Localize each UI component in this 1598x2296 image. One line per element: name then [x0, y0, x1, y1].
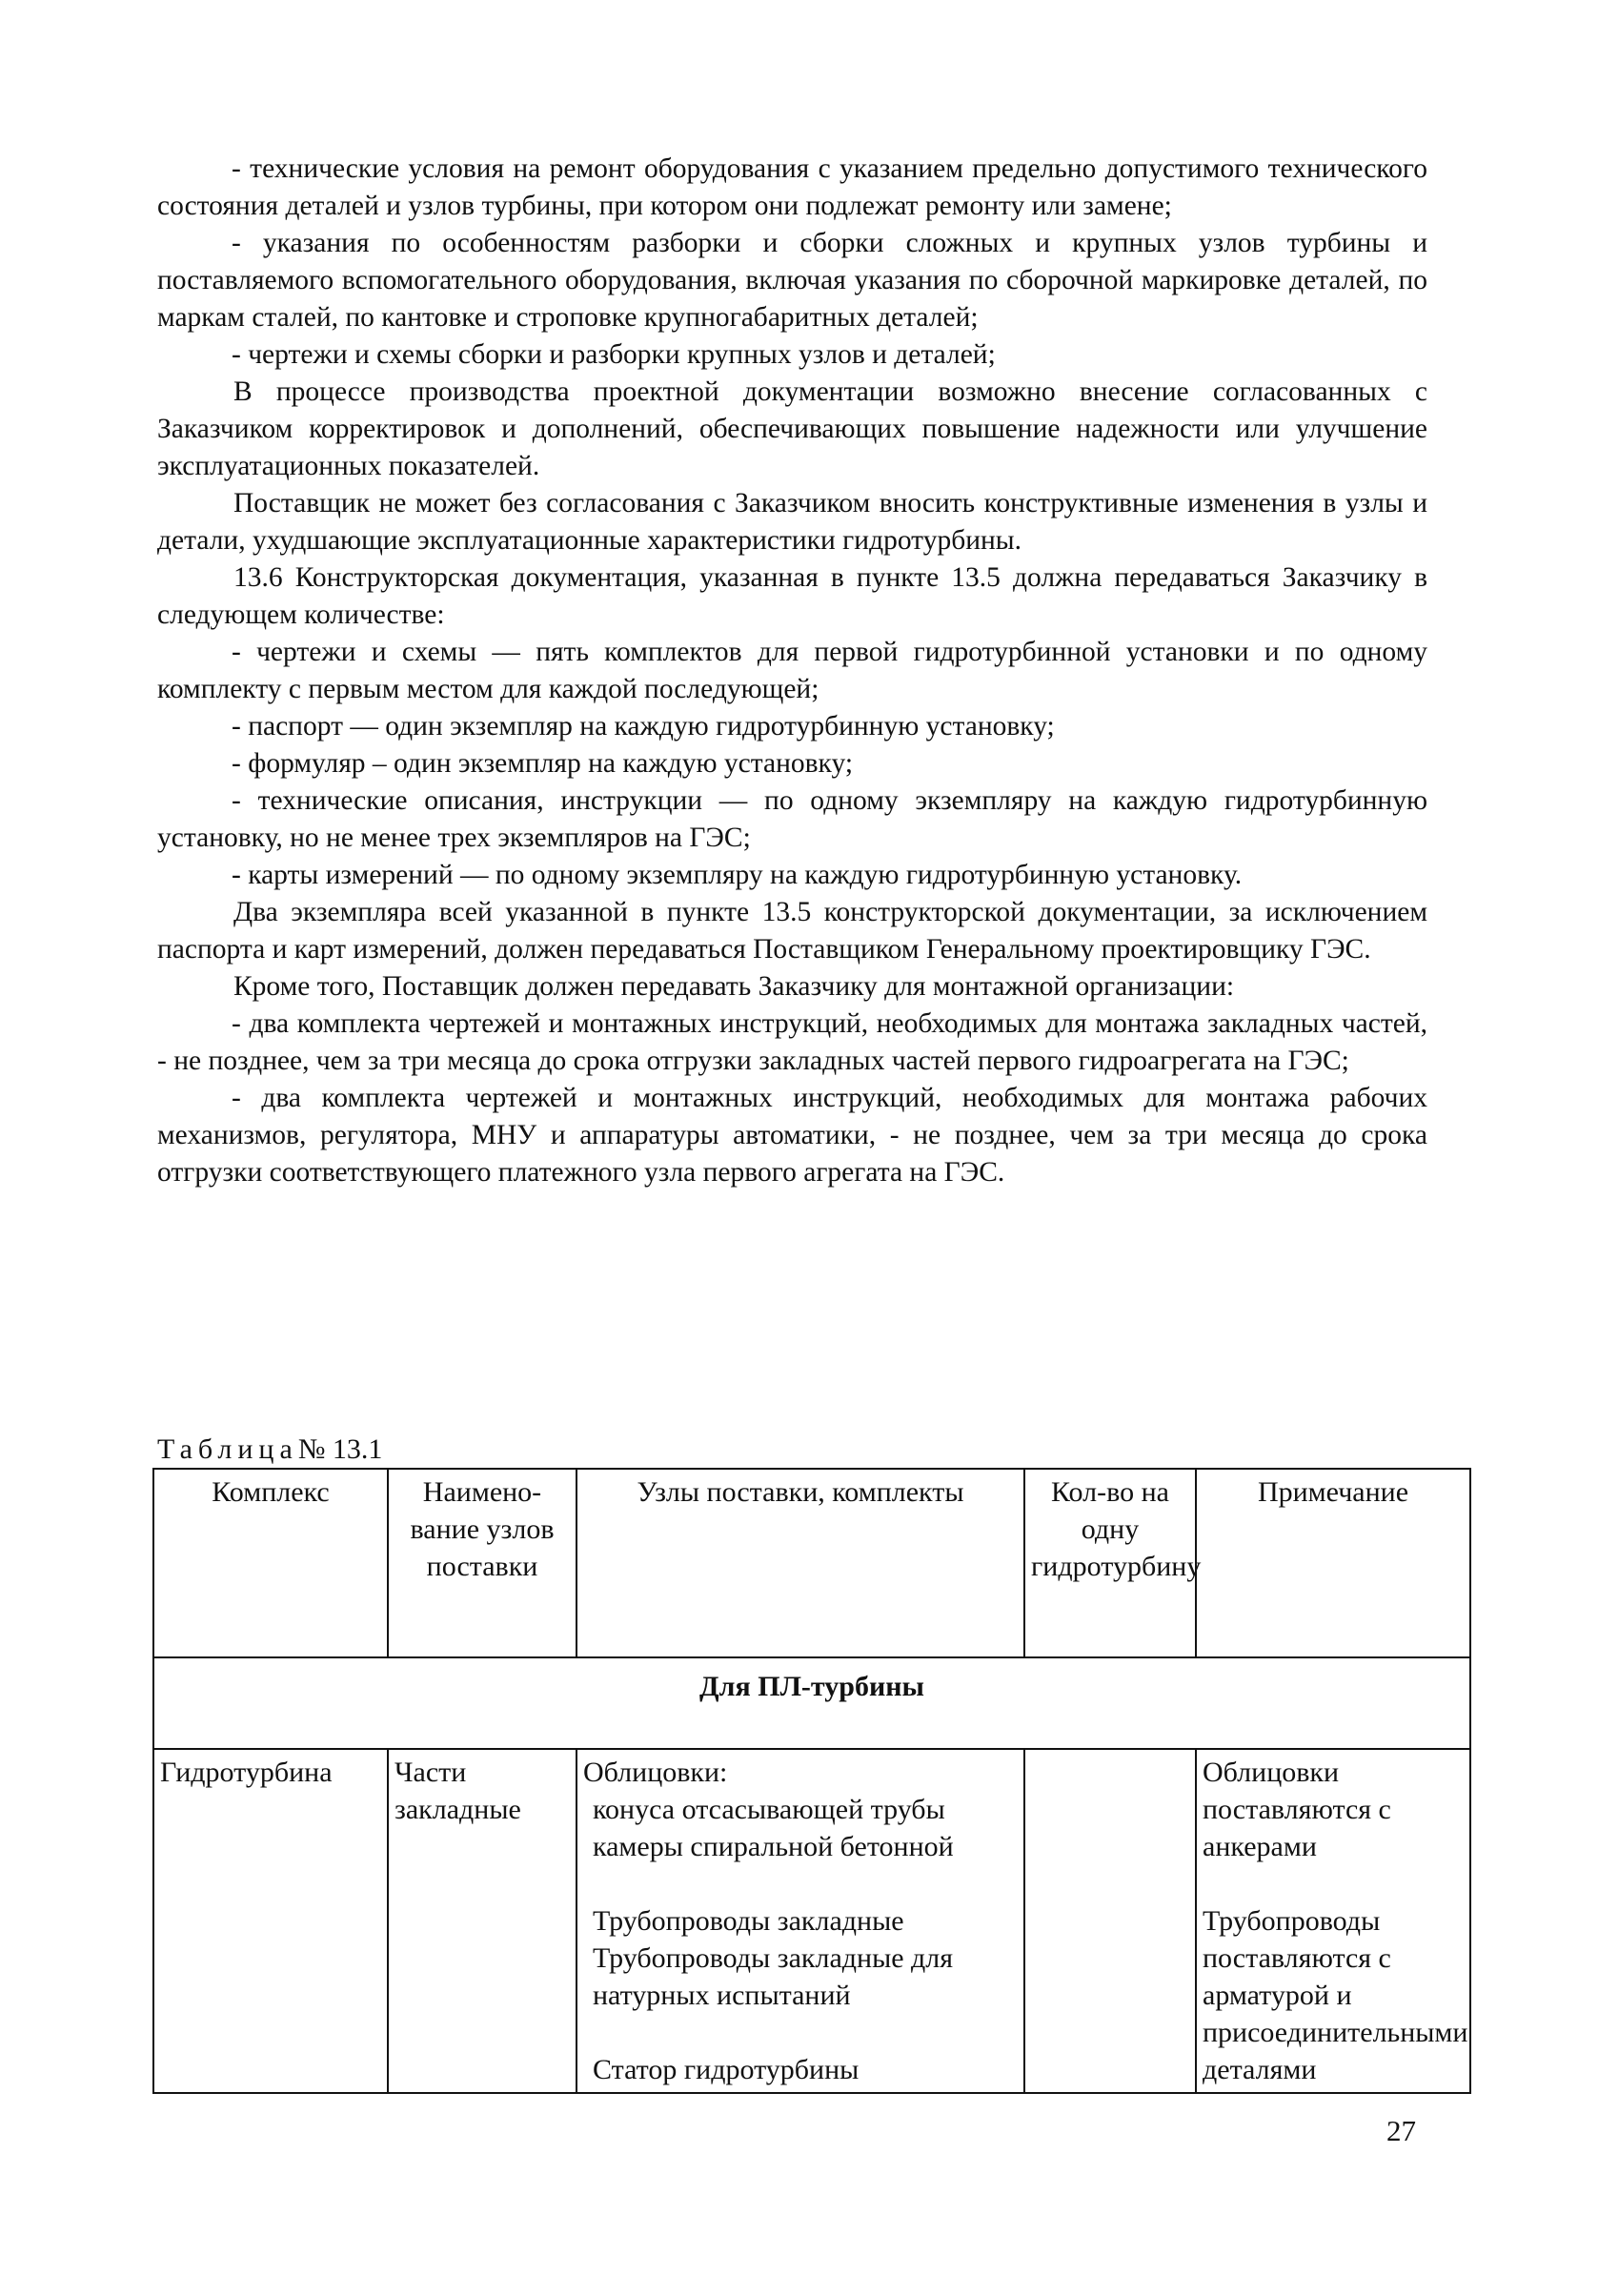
table-caption-word: Таблица	[157, 1433, 298, 1465]
paragraph: - два комплекта чертежей и монтажных инструкций, необходимых для монтажа рабочих механизмов, регулятора, МНУ и аппаратуры автоматики, - не позднее, чем за три месяца до срока отгрузки соответствующего платежного узла первого агрегата на ГЭС.	[157, 1083, 1427, 1188]
header-units: Узлы поставки, комплекты	[576, 1469, 1024, 1657]
body-text	[157, 151, 1427, 1191]
table-row	[153, 1749, 1470, 2093]
paragraph: Кроме того, Поставщик должен передавать Заказчику для монтажной организации:	[233, 971, 1235, 1002]
paragraph: - карты измерений — по одному экземпляру на каждую гидротурбинную установку.	[232, 860, 1243, 890]
paragraph: В процессе производства проектной документации возможно внесение согласованных с Заказчиком корректировок и дополнений, обеспечивающих повышение надежности или улучшение эксплуатационных показателей.	[157, 376, 1427, 481]
paragraph: - чертежи и схемы сборки и разборки крупных узлов и деталей;	[232, 339, 996, 370]
header-quantity: Кол-во на одну гидротурбину	[1024, 1469, 1196, 1657]
table-caption-number: № 13.1	[297, 1433, 383, 1465]
cell-quantity	[1024, 1749, 1196, 2093]
paragraph: - паспорт — один экземпляр на каждую гидротурбинную установку;	[232, 711, 1055, 742]
section-title: Для ПЛ-турбины	[153, 1657, 1470, 1749]
paragraph: - указания по особенностям разборки и сборки сложных и крупных узлов турбины и поставляемого вспомогательного оборудования, включая указания по сборочной маркировке деталей, по маркам сталей, по кантовке и строповке крупногабаритных деталей;	[157, 228, 1427, 333]
header-note: Примечание	[1196, 1469, 1470, 1657]
note-item: Облицовки поставляются с анкерами	[1203, 1757, 1391, 1862]
cell-complex: Гидротурбина	[153, 1749, 388, 2093]
units-item: Трубопроводы закладные для натурных испытаний	[593, 1942, 954, 2011]
units-item: Трубопроводы закладные	[593, 1905, 904, 1937]
header-complex: Комплекс	[153, 1469, 388, 1657]
paragraph: - формуляр – один экземпляр на каждую установку;	[232, 748, 854, 779]
page-number: 27	[1386, 2114, 1416, 2147]
paragraph: - два комплекта чертежей и монтажных инструкций, необходимых для монтажа закладных частей, - не позднее, чем за три месяца до срока отгрузки закладных частей первого гидроагрегата на ГЭС;	[157, 1008, 1427, 1076]
table-header-row	[153, 1469, 1470, 1657]
units-title: Облицовки:	[583, 1757, 728, 1788]
cell-unit-name: Части закладные	[388, 1749, 576, 2093]
header-unit-name: Наимено-вание узлов поставки	[388, 1469, 576, 1657]
units-item: Статор гидротурбины	[593, 2054, 860, 2085]
table-caption	[157, 1432, 382, 1467]
units-item: конуса отсасывающей трубы	[593, 1794, 945, 1825]
paragraph: Два экземпляра всей указанной в пункте 13.5 конструкторской документации, за исключением паспорта и карт измерений, должен передаваться Поставщиком Генеральному проектировщику ГЭС.	[157, 897, 1427, 965]
table-section-row	[153, 1657, 1470, 1749]
paragraph: - технические описания, инструкции — по одному экземпляру на каждую гидротурбинную установку, но не менее трех экземпляров на ГЭС;	[157, 785, 1427, 853]
note-item: Трубопроводы поставляются с арматурой и присоединительными деталями	[1203, 1905, 1468, 2085]
paragraph: Поставщик не может без согласования с Заказчиком вносить конструктивные изменения в узлы и детали, ухудшающие эксплуатационные характеристики гидротурбины.	[157, 488, 1427, 556]
cell-note	[1196, 1749, 1470, 2093]
paragraph: - чертежи и схемы — пять комплектов для первой гидротурбинной установки и по одному комплекту с первым местом для каждой последующей;	[157, 637, 1427, 704]
units-item: камеры спиральной бетонной	[593, 1831, 954, 1862]
section-13-6: 13.6 Конструкторская документация, указанная в пункте 13.5 должна передаваться Заказчику в следующем количестве:	[157, 562, 1427, 630]
paragraph: - технические условия на ремонт оборудования с указанием предельно допустимого технического состояния деталей и узлов турбины, при котором они подлежат ремонту или замене;	[157, 153, 1427, 221]
cell-units	[576, 1749, 1024, 2093]
delivery-table	[152, 1468, 1471, 2094]
